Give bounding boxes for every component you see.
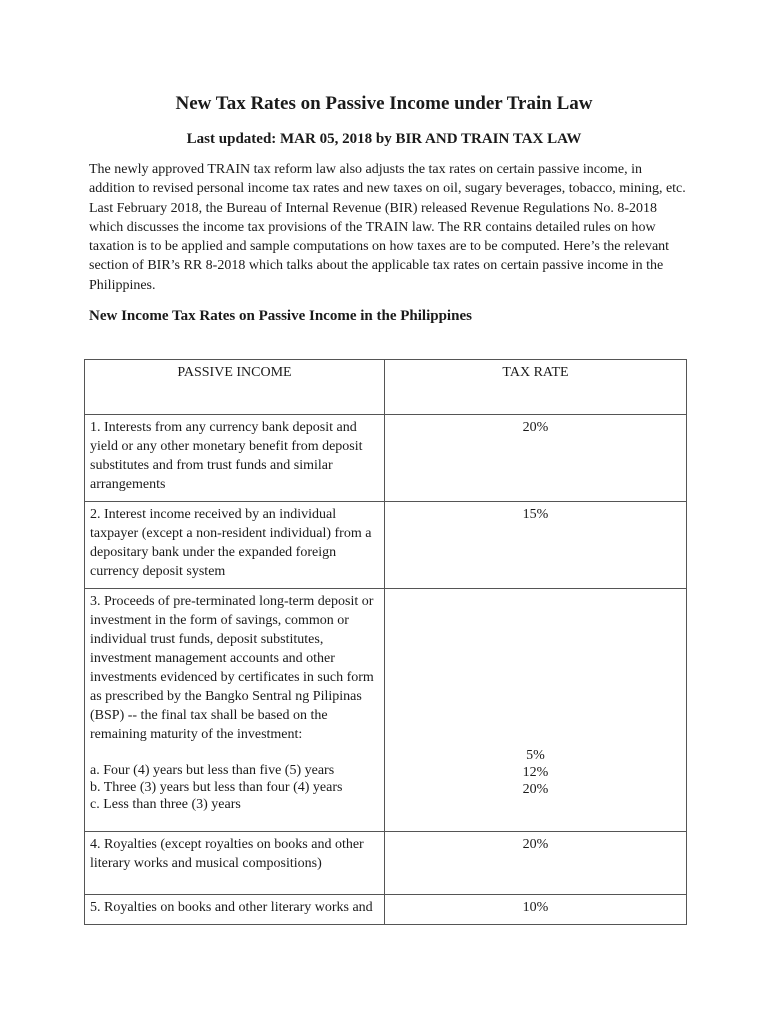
tax-rate-cell: 10% <box>385 895 687 925</box>
table-row <box>85 589 687 832</box>
last-updated-line: Last updated: MAR 05, 2018 by BIR AND TRAIN TAX LAW <box>186 131 582 147</box>
table-row <box>85 415 687 502</box>
tax-rate-cell: 20% <box>385 415 687 502</box>
table-row <box>85 895 687 925</box>
passive-income-tax-table <box>84 359 687 925</box>
table-row <box>85 832 687 895</box>
tax-rate-cell: 20% <box>385 832 687 895</box>
document-title: New Tax Rates on Passive Income under Train Law <box>175 93 593 114</box>
maturity-sub-items <box>90 762 379 813</box>
column-header-tax-rate: TAX RATE <box>385 360 687 415</box>
passive-income-description: 3. Proceeds of pre-terminated long-term deposit or investment in the form of savings, common or individual trust funds, deposit substitutes, investment management accounts and other investments evidenced by certificates in such form as prescribed by the Bangko Sentral ng Pilipinas (BSP) -- the final tax shall be based on the remaining maturity of the investment: <box>90 594 374 742</box>
maturity-item: b. Three (3) years but less than four (4) years <box>90 780 343 795</box>
maturity-rates <box>390 747 681 798</box>
maturity-rate: 20% <box>522 782 549 797</box>
maturity-rate: 5% <box>526 748 545 763</box>
intro-paragraph: The newly approved TRAIN tax reform law also adjusts the tax rates on certain passive income, in addition to revised personal income tax rates and new taxes on oil, sugary beverages, tobacco, mining, etc. Last February 2018, the Bureau of Internal Revenue (BIR) released Revenue Regulations No. 8-2018 which discusses the income tax provisions of the TRAIN law. The RR contains detailed rules on how taxation is to be applied and sample computations on how taxes are to be computed. Here’s the relevant section of BIR’s RR 8-2018 which talks about the applicable tax rates on certain passive income in the Philippines. <box>89 162 686 293</box>
tax-rate-cell <box>385 589 687 832</box>
maturity-item: a. Four (4) years but less than five (5) years <box>90 763 335 778</box>
table-row <box>85 502 687 589</box>
table-header-row <box>85 360 687 415</box>
passive-income-cell <box>85 589 385 832</box>
tax-rate-cell: 15% <box>385 502 687 589</box>
passive-income-cell: 2. Interest income received by an individual taxpayer (except a non-resident individual) from a depositary bank under the expanded foreign currency deposit system <box>85 502 385 589</box>
maturity-item: c. Less than three (3) years <box>90 797 241 812</box>
column-header-passive-income: PASSIVE INCOME <box>85 360 385 415</box>
section-heading: New Income Tax Rates on Passive Income in the Philippines <box>89 308 472 324</box>
maturity-rate: 12% <box>522 765 549 780</box>
passive-income-cell: 5. Royalties on books and other literary works and <box>85 895 385 925</box>
passive-income-cell: 4. Royalties (except royalties on books and other literary works and musical compositions) <box>85 832 385 895</box>
spacer <box>390 592 681 747</box>
passive-income-cell: 1. Interests from any currency bank deposit and yield or any other monetary benefit from deposit substitutes and from trust funds and similar arrangements <box>85 415 385 502</box>
